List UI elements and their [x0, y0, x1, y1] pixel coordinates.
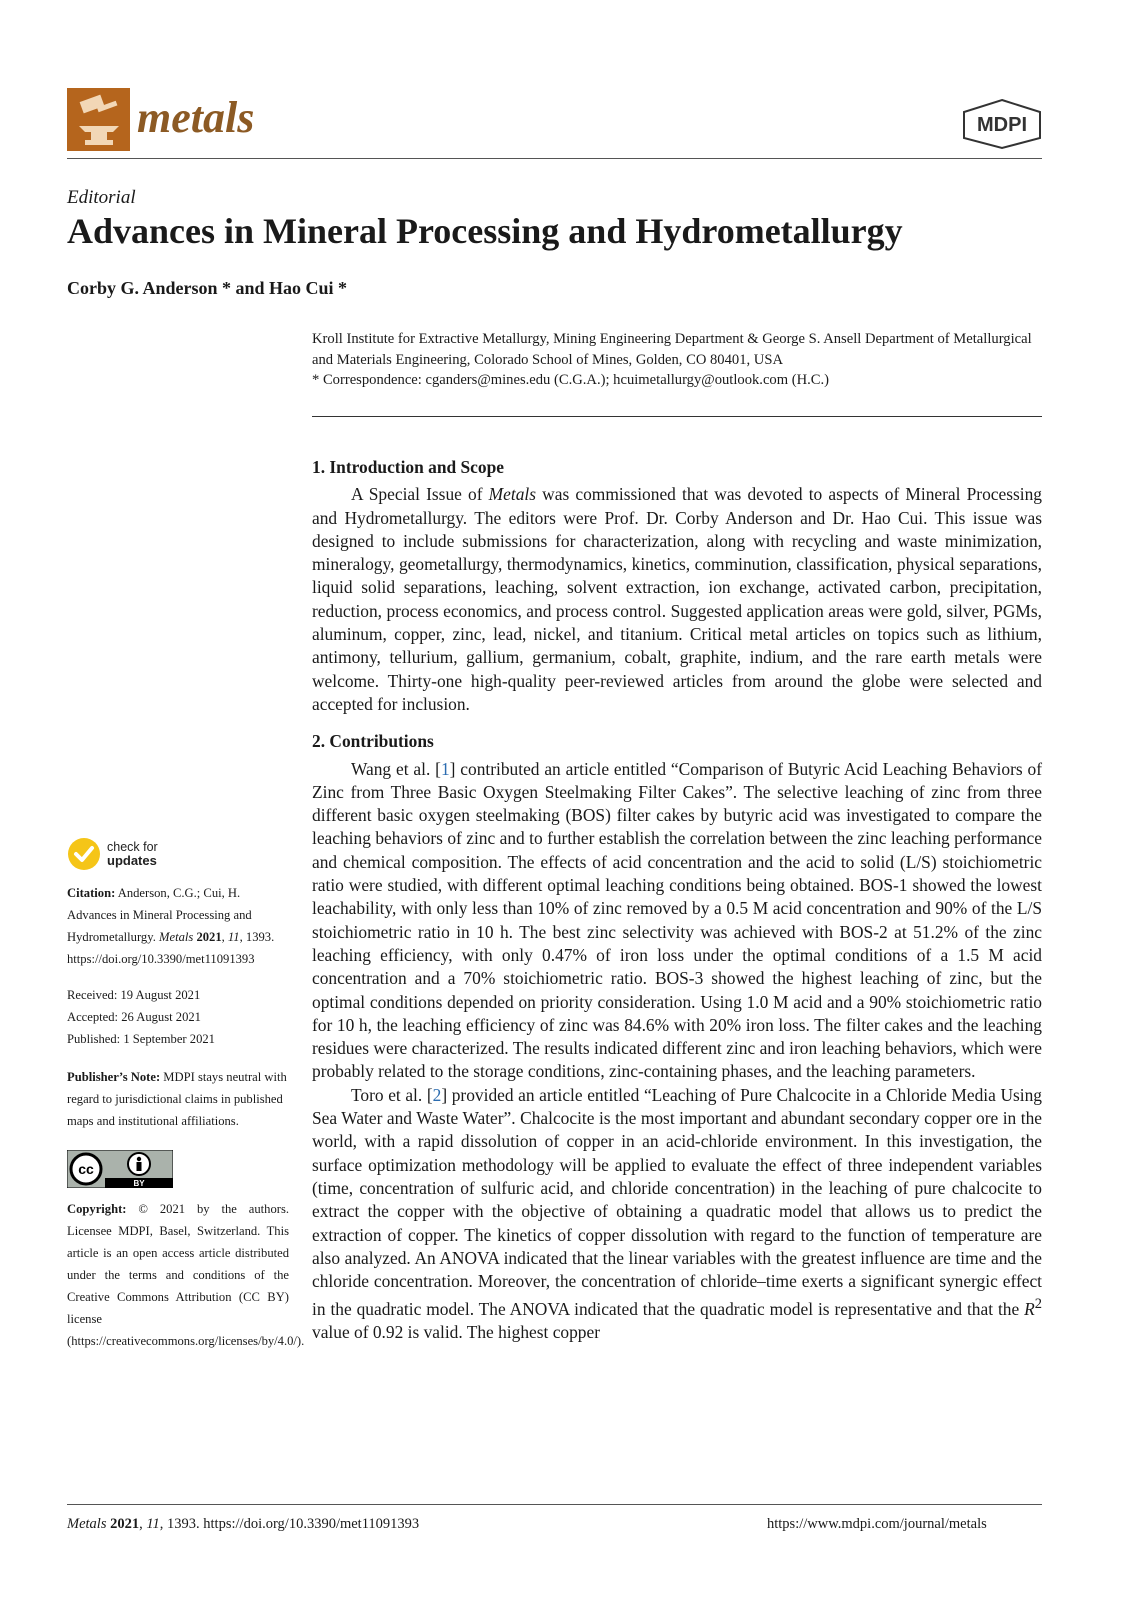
footer-divider [67, 1504, 1042, 1505]
section-heading-intro: 1. Introduction and Scope [312, 457, 504, 477]
accepted-date: Accepted: 26 August 2021 [67, 1010, 201, 1024]
journal-logo-icon [67, 88, 130, 151]
sidebar [67, 834, 305, 1352]
reference-link-2[interactable]: 2 [432, 1084, 442, 1105]
check-updates-line1: check for [107, 840, 158, 854]
copyright-block: Copyright: © 2021 by the authors. Licensee MDPI, Basel, Switzerland. This article is an open access article distributed under the terms and conditions of the Creative Commons Attribution (CC BY) license (https://creativecommons.org/licenses/by/4.0/). [67, 1202, 305, 1348]
cc-by-license-icon[interactable] [67, 1150, 173, 1188]
intro-paragraph: A Special Issue of Metals was commissioned that was devoted to aspects of Mineral Processing and Hydrometallurgy. The editors were Prof. Dr. Corby Anderson and Dr. Hao Cui. This issue was designed to include submissions for characterization, along with recycling and waste minimization, mineralogy, geometallurgy, thermodynamics, kinetics, comminution, classification, physical separations, liquid solid separations, leaching, solvent extraction, ion exchange, activated carbon, precipitation, reduction, process economics, and process control. Suggested application areas were gold, silver, PGMs, aluminum, copper, zinc, lead, nickel, and titanium. Critical metal articles on topics such as lithium, antimony, tellurium, gallium, germanium, cobalt, graphite, indium, and the rare earth metals were welcome. Thirty-one high-quality peer-reviewed articles from around the globe were selected and accepted for inclusion. [312, 484, 1042, 714]
affiliation-divider [312, 416, 1042, 417]
footer-citation: Metals 2021, 11, 1393. https://doi.org/10.3390/met11091393 [67, 1516, 420, 1532]
mdpi-logo-text: MDPI [977, 114, 1027, 136]
mdpi-logo-icon [960, 98, 1044, 150]
article-title: Advances in Mineral Processing and Hydrometallurgy [67, 211, 903, 251]
correspondence-text: * Correspondence: cganders@mines.edu (C.G.A.); hcuimetallurgy@outlook.com (H.C.) [312, 372, 830, 388]
dates-block [67, 984, 289, 1050]
svg-text:cc: cc [78, 1161, 94, 1177]
section-heading-contributions: 2. Contributions [312, 731, 434, 752]
received-date: Received: 19 August 2021 [67, 988, 201, 1002]
check-updates-line2: updates [107, 853, 157, 868]
citation-block: Citation: Anderson, C.G.; Cui, H. Advances in Mineral Processing and Hydrometallurgy. Metals 2021, 11, 1393. https://doi.org/10.3390/met11091393 [67, 886, 275, 966]
published-date: Published: 1 September 2021 [67, 1032, 215, 1046]
svg-text:BY: BY [133, 1179, 145, 1188]
check-updates-icon [67, 837, 101, 871]
contribution-paragraph-toro: Toro et al. [2] provided an article entitled “Leaching of Pure Chalcocite in a Chloride Media Using Sea Water and Waste Water”. Chalcocite is the most important and abundant secondary copper ore in the world, with a rapid dissolution of copper in an acid-chloride environment. In this investigation, the surface optimization methodology will be applied to evaluate the effect of three independent variables (time, concentration of sulfuric acid, and chloride concentration) in the leaching of pure chalcocite to extract the copper with the objective of obtaining a quadratic model that allows us to predict the extraction of copper. The kinetics of copper dissolution with regard to the function of temperature are also analyzed. An ANOVA indicated that the linear variables with the greatest influence are time and the chloride concentration. Moreover, the concentration of chloride–time exerts a significant synergic effect in the quadratic model. The ANOVA indicated that the quadratic model is representative and that the $R^2$ value of 0.92 is valid. The highest copper [312, 1084, 1042, 1343]
publisher-note: Publisher’s Note: MDPI stays neutral with regard to jurisdictional claims in published maps and institutional affiliations. [67, 1070, 287, 1128]
affiliation-text: Kroll Institute for Extractive Metallurgy, Mining Engineering Department & George S. Ansell Department of Metallurgical and Materials Engineering, Colorado School of Mines, Golden, CO 80401, USA [312, 331, 1032, 368]
article-authors: Corby G. Anderson * and Hao Cui * [67, 278, 348, 298]
article-type: Editorial [67, 187, 136, 208]
journal-name: metals [137, 93, 255, 142]
header-divider [67, 158, 1042, 159]
footer-journal-url[interactable]: https://www.mdpi.com/journal/metals [767, 1516, 987, 1532]
contribution-paragraph-wang: Wang et al. [1] contributed an article entitled “Comparison of Butyric Acid Leaching Behaviors of Zinc from Three Basic Oxygen Steelmaking Filter Cakes”. The selective leaching of zinc from three different basic oxygen steelmaking (BOS) filter cakes by butyric acid was investigated to compare the leaching behaviors of zinc and to further establish the correlation between the zinc leaching performance and chemical composition. The effects of acid concentration and the acid to solid (L/S) stoichiometric ratio were studied, with different optimal leaching conditions being obtained. BOS-1 showed the lowest leachability, with only less than 10% of zinc removed by a 0.5 M acid concentration and 90% of the L/S stoichiometric ratio in 10 h. The best zinc selectivity was achieved with BOS-2 at 51.2% of the zinc leaching efficiency, with only 0.47% of iron loss under the optimal conditions of a 1.5 M acid concentration and a 70% stoichiometric ratio. BOS-3 showed the highest leaching of zinc, but the optimal conditions depended on priority consideration. Using 1.0 M acid and a 90% stoichiometric ratio for 10 h, the leaching efficiency of zinc was 84.6% with 20% iron loss. The filter cakes and the leaching residues were characterized. The results indicated different zinc and iron leaching behaviors, which were probably related to the storage conditions, zinc-containing phases, and the leaching parameters. [312, 758, 1042, 1082]
check-for-updates-button[interactable] [67, 834, 289, 874]
reference-link-1[interactable]: 1 [440, 758, 450, 779]
affiliation-block [312, 329, 1042, 391]
main-text [312, 456, 1042, 1345]
